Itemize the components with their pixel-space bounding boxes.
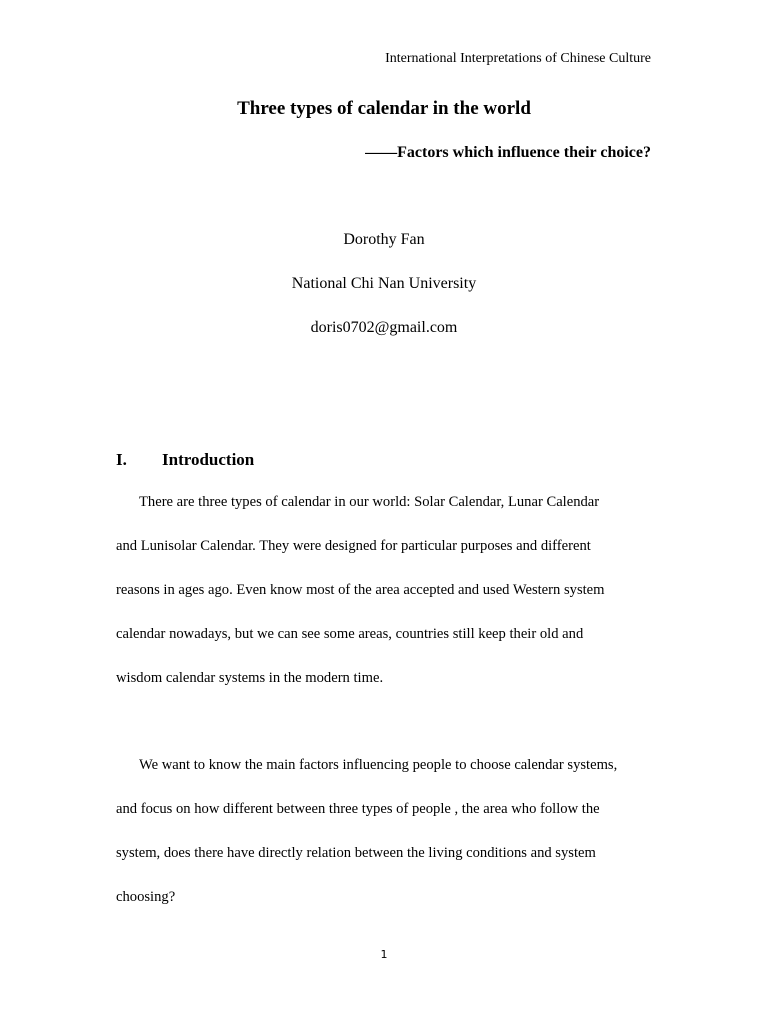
author-affiliation: National Chi Nan University	[291, 275, 477, 292]
author-email: doris0702@gmail.com	[310, 319, 458, 336]
paragraph-2-line-1: We want to know the main factors influencing people to choose calendar systems,	[139, 757, 618, 773]
paragraph-1-line-5: wisdom calendar systems in the modern time.	[116, 670, 384, 686]
paragraph-1-line-2: and Lunisolar Calendar. They were designed for particular purposes and different	[116, 538, 591, 554]
paragraph-2-line-3: system, does there have directly relation between the living conditions and system	[116, 845, 596, 861]
paper-subtitle: ——Factors which influence their choice?	[365, 144, 651, 161]
page-number: 1	[380, 948, 388, 961]
author-name: Dorothy Fan	[343, 231, 425, 248]
paragraph-1-line-3: reasons in ages ago. Even know most of the area accepted and used Western system	[116, 582, 605, 598]
paragraph-1-line-4: calendar nowadays, but we can see some areas, countries still keep their old and	[116, 626, 584, 642]
paragraph-2-line-2: and focus on how different between three types of people , the area who follow the	[116, 801, 600, 817]
section-number: I.	[116, 450, 127, 469]
running-header: International Interpretations of Chinese Culture	[385, 51, 651, 66]
paper-title: Three types of calendar in the world	[237, 98, 531, 119]
paragraph-2-line-4: choosing?	[116, 889, 176, 905]
section-heading: Introduction	[162, 450, 255, 469]
paragraph-1-line-1: There are three types of calendar in our world: Solar Calendar, Lunar Calendar	[139, 494, 600, 510]
